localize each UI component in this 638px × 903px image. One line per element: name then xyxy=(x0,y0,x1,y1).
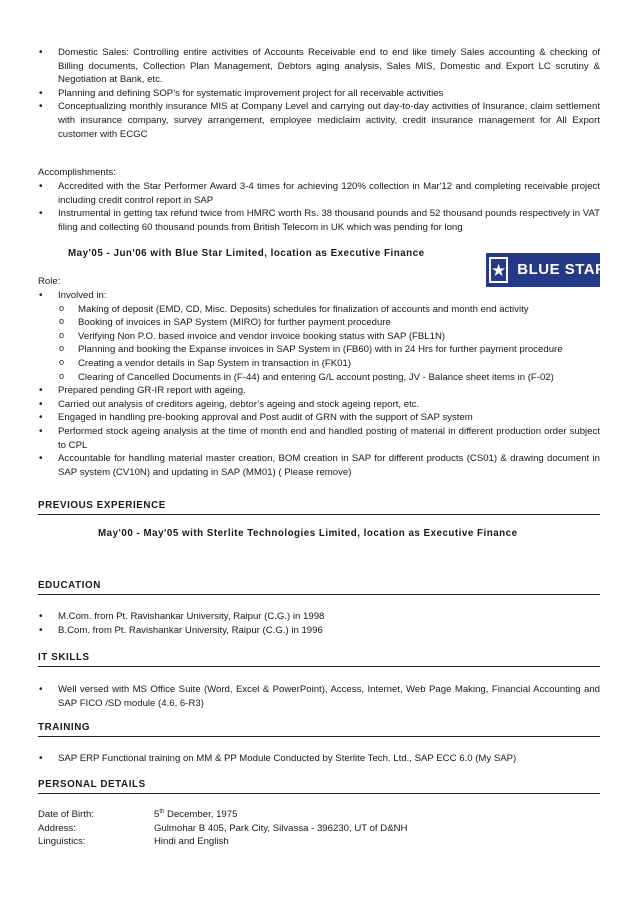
list-item: • M.Com. from Pt. Ravishankar University, Raipur (C.G.) in 1998 xyxy=(38,610,600,624)
it-skills-list xyxy=(38,683,600,710)
training-heading: TRAINING xyxy=(38,722,600,737)
job-title-bluestar: May'05 - Jun'06 with Blue Star Limited, location as Executive Finance xyxy=(68,248,425,259)
sub-list-item: o Creating a vendor details in Sap System in transaction in (FK01) xyxy=(58,357,600,371)
linguistics-value: Hindi and English xyxy=(154,836,229,847)
it-skills-heading: IT SKILLS xyxy=(38,652,600,667)
linguistics-label: Linguistics: xyxy=(38,836,86,847)
involved-sub-list xyxy=(58,303,600,385)
role-list xyxy=(38,289,600,479)
previous-experience-heading: PREVIOUS EXPERIENCE xyxy=(38,500,600,515)
list-item: • Instrumental in getting tax refund twice from HMRC worth Rs. 38 thousand pounds and 52 thousand pounds respectively in VAT filing and collecting 60 thousand pounds from British Telecom in UK which was pending for long xyxy=(38,207,600,234)
dob-rest: December, 1975 xyxy=(164,809,238,820)
star-icon: ★ xyxy=(489,257,508,283)
sub-list-item: o Booking of invoices in SAP System (MIRO) for further payment procedure xyxy=(58,316,600,330)
dob-suffix: th xyxy=(159,808,165,815)
sub-list-item: o Making of deposit (EMD, CD, Misc. Deposits) schedules for finalization of accounts and month end activity xyxy=(58,303,600,317)
list-item xyxy=(38,289,600,384)
list-item: • Planning and defining SOP’s for systematic improvement project for all receivable activities xyxy=(38,87,600,101)
sub-list-item: o Clearing of Cancelled Documents in (F-44) and entering G/L account posting, JV - Balance sheet items in (F-02) xyxy=(58,371,600,385)
training-list xyxy=(38,752,600,766)
accomplishments-list xyxy=(38,180,600,234)
list-item: • Prepared pending GR-IR report with ageing. xyxy=(38,384,600,398)
list-item: • Accountable for handling material master creation, BOM creation in SAP for different products (CS01) & drawing document in SAP system (CV10N) and updating in SAP (MM01) ( Please remove) xyxy=(38,452,600,479)
blue-star-logo xyxy=(486,253,607,287)
dob-day: 5 xyxy=(154,809,160,820)
list-item: • Conceptualizing monthly insurance MIS at Company Level and carrying out day-to-day activities of Insurance, claim settlement with insurance company, survey arrangement, employee mediclaim activity, credit insurance management for All Export customer with ECGC xyxy=(38,100,600,141)
education-list xyxy=(38,610,600,637)
dob-label: Date of Birth: xyxy=(38,809,94,820)
dob-value xyxy=(154,808,237,822)
list-item: • Carried out analysis of creditors ageing, debtor’s ageing and stock ageing report, etc. xyxy=(38,398,600,412)
job-title-sterlite: May'00 - May'05 with Sterlite Technologies Limited, location as Executive Finance xyxy=(98,528,518,539)
list-item: • Domestic Sales: Controlling entire activities of Accounts Receivable end to end like timely Sales accounting & checking of Billing documents, Collection Plan Management, Debtors aging analysis, Sales MIS, Domestic and Export LC scrutiny & Negotiation at Bank, etc. xyxy=(38,46,600,87)
logo-text: BLUE STAR xyxy=(517,261,607,279)
duties-list xyxy=(38,46,600,141)
list-item: • Performed stock ageing analysis at the time of month end and handled posting of material in different production order subject to CPL xyxy=(38,425,600,452)
list-item: • Well versed with MS Office Suite (Word, Excel & PowerPoint), Access, Internet, Web Page Making, Financial Accounting and SAP FICO /SD module (4.6, 6-R3) xyxy=(38,683,600,710)
list-item: • B.Com. from Pt. Ravishankar University, Raipur (C.G.) in 1996 xyxy=(38,624,600,638)
accomplishments-label: Accomplishments: xyxy=(38,167,116,178)
personal-details-heading: PERSONAL DETAILS xyxy=(38,779,600,794)
address-value: Gulmohar B 405, Park City, Silvassa - 396230, UT of D&NH xyxy=(154,823,408,834)
involved-label: Involved in: xyxy=(58,290,107,301)
sub-list-item: o Planning and booking the Expanse invoices in SAP System in (FB60) with in 24 Hrs for further payment procedure xyxy=(58,343,600,357)
list-item: • SAP ERP Functional training on MM & PP Module Conducted by Sterlite Tech. Ltd., SAP ECC 6.0 (My SAP) xyxy=(38,752,600,766)
education-heading: EDUCATION xyxy=(38,580,600,595)
address-label: Address: xyxy=(38,823,76,834)
list-item: • Engaged in handling pre-booking approval and Post audit of GRN with the support of SAP system xyxy=(38,411,600,425)
sub-list-item: o Verifying Non P.O. based invoice and vendor invoice booking status with SAP (FBL1N) xyxy=(58,330,600,344)
role-label: Role: xyxy=(38,276,61,287)
list-item: • Accredited with the Star Performer Award 3-4 times for achieving 120% collection in Mar'12 and completing receivable project including credit control report in SAP xyxy=(38,180,600,207)
